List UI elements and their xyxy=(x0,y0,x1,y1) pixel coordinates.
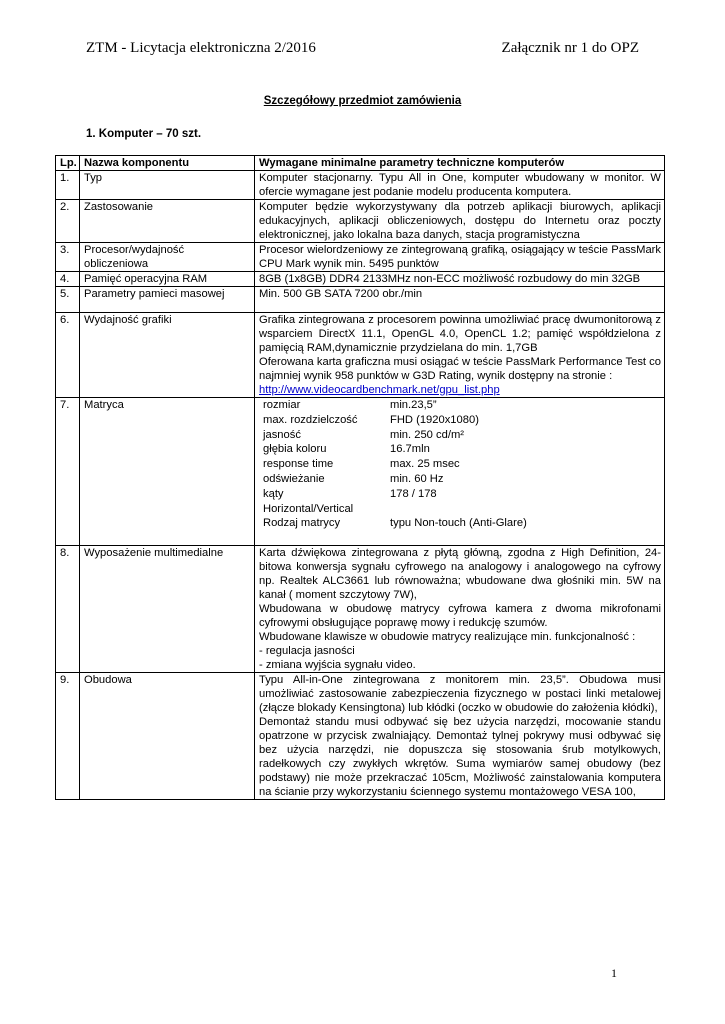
spec-paragraph: Wbudowane klawisze w obudowie matrycy realizujące min. funkcjonalność : xyxy=(259,631,636,643)
spec-paragraph: Demontaż standu musi odbywać się bez użycia narzędzi, mocowanie standu opatrzone w przycisk zwalniający. Demontaż tylnej pokrywy musi odbywać się bez użycia narzędzi, nie dopuszcza się stosowania śrub motylkowych, radełkowych czy zwykłych wkrętów. Suma wymiarów samej obudowy (bez podstawy) nie może przekraczać 105cm, Możliwość zainstalowania komputera na ścianie przy wykorzystaniu ściennego systemu montażowego VESA 100, xyxy=(259,716,661,798)
table-row xyxy=(56,243,665,272)
spec-paragraph: Oferowana karta graficzna musi osiągać w teście PassMark Performance Test co najmniej wynik 958 punktów w G3D Rating, wynik dostępny na stronie : xyxy=(259,356,661,382)
spec-paragraph: - regulacja jasności xyxy=(259,645,355,657)
component-spec: Min. 500 GB SATA 7200 obr./min xyxy=(255,287,665,313)
display-specs xyxy=(263,398,661,530)
row-number: 4. xyxy=(56,272,80,287)
document-title: Szczegółowy przedmiot zamówienia xyxy=(263,95,462,107)
spec-value: min.23,5” xyxy=(390,399,437,411)
spec-value: 178 / 178 xyxy=(390,487,437,500)
spec-value xyxy=(390,502,661,516)
row-number: 1. xyxy=(56,171,80,200)
row-number: 6. xyxy=(56,313,80,398)
row-number: 9. xyxy=(56,673,80,800)
spec-key: rozmiar xyxy=(263,399,301,411)
row-number: 8. xyxy=(56,546,80,673)
spec-paragraph: Karta dźwiękowa zintegrowana z płytą główną, zgodna z High Definition, 24-bitowa konwersja sygnału cyfrowego na analogowy i analogowego na cyfrowy np. Realtek ALC3661 lub równoważna; wbudowane dwa głośniki min. 5W na kanał ( moment szczytowy 7W), xyxy=(259,547,661,601)
component-spec xyxy=(255,313,665,398)
component-name: Procesor/wydajność obliczeniowa xyxy=(80,243,255,272)
component-spec xyxy=(255,546,665,673)
row-number: 2. xyxy=(56,200,80,243)
spec-key: Horizontal/Vertical xyxy=(263,502,354,515)
spec-value: typu Non-touch (Anti-Glare) xyxy=(390,516,527,529)
spec-table xyxy=(55,155,665,800)
component-spec: Komputer będzie wykorzystywany dla potrzeb aplikacji biurowych, aplikacji edukacyjnych, aplikacji obliczeniowych, dostępu do Internetu oraz poczty elektronicznej, jako lokalna baza danych, stacja programistyczna xyxy=(255,200,665,243)
spec-paragraph: Typu All-in-One zintegrowana z monitorem min. 23,5”. Obudowa musi umożliwiać zastosowanie zabezpieczenia fizycznego w postaci linki metalowej (złącze blokady Kensingtona) lub kłódki (oczko w obudowie do założenia kłódki), xyxy=(259,674,661,714)
header-name: Nazwa komponentu xyxy=(80,156,255,171)
table-header-row xyxy=(56,156,665,171)
table-row xyxy=(56,398,665,546)
component-spec: 8GB (1x8GB) DDR4 2133MHz non-ECC możliwość rozbudowy do min 32GB xyxy=(255,272,665,287)
component-name: Pamięć operacyjna RAM xyxy=(80,272,255,287)
component-name: Wydajność grafiki xyxy=(80,313,255,398)
table-row xyxy=(56,200,665,243)
component-spec: Procesor wielordzeniowy ze zintegrowaną grafiką, osiągający w teście PassMark CPU Mark wynik min. 5495 punktów xyxy=(255,243,665,272)
spec-key: odświeżanie xyxy=(263,472,325,485)
table-row xyxy=(56,546,665,673)
benchmark-link[interactable]: http://www.videocardbenchmark.net/gpu_list.php xyxy=(259,384,500,396)
spec-value: 16.7mln xyxy=(390,443,430,456)
page-number: 1 xyxy=(611,966,617,980)
component-name: Obudowa xyxy=(80,673,255,800)
section-heading: 1. Komputer – 70 szt. xyxy=(86,128,202,140)
spec-key: Rodzaj matrycy xyxy=(263,516,341,529)
spec-paragraph: Wbudowana w obudowę matrycy cyfrowa kamera z dwoma mikrofonami cyfrowymi obsługujące poprawę mowy i redukcję szumów. xyxy=(259,603,661,629)
spec-key: kąty xyxy=(263,487,284,500)
spec-value: max. 25 msec xyxy=(390,458,460,471)
page-header xyxy=(86,40,639,57)
table-row xyxy=(56,272,665,287)
table-row xyxy=(56,171,665,200)
spec-value: FHD (1920x1080) xyxy=(390,413,479,426)
table-row xyxy=(56,313,665,398)
header-lp: Lp. xyxy=(56,156,80,171)
table-row xyxy=(56,673,665,800)
row-number: 5. xyxy=(56,287,80,313)
component-name: Zastosowanie xyxy=(80,200,255,243)
row-number: 3. xyxy=(56,243,80,272)
spec-key: głębia koloru xyxy=(263,443,327,456)
spec-key: jasność xyxy=(263,428,301,441)
component-name: Wyposażenie multimedialne xyxy=(80,546,255,673)
component-name: Parametry pamieci masowej xyxy=(80,287,255,313)
component-spec xyxy=(255,673,665,800)
component-name: Typ xyxy=(80,171,255,200)
spec-value: min. 250 cd/m² xyxy=(390,428,464,441)
spec-key: max. rozdzielczość xyxy=(263,413,358,426)
spec-key: response time xyxy=(263,458,334,471)
header-params: Wymagane minimalne parametry techniczne komputerów xyxy=(255,156,665,171)
component-name: Matryca xyxy=(80,398,255,546)
spec-value: min. 60 Hz xyxy=(390,472,444,485)
component-spec: Komputer stacjonarny. Typu All in One, komputer wbudowany w monitor. W ofercie wymagane jest podanie modelu producenta komputera. xyxy=(255,171,665,200)
row-number: 7. xyxy=(56,398,80,546)
spec-paragraph: - zmiana wyjścia sygnału video. xyxy=(259,659,416,671)
header-right: Załącznik nr 1 do OPZ xyxy=(501,40,639,56)
table-row xyxy=(56,287,665,313)
spec-paragraph: Grafika zintegrowana z procesorem powinna umożliwiać pracę dwumonitorową z wsparciem DirectX 11.1, OpenGL 4.0, OpenCL 1.2; pamięć współdzielona z pamięcią RAM,dynamicznie przydzielana do min. 1,7GB xyxy=(259,314,661,354)
header-left: ZTM - Licytacja elektroniczna 2/2016 xyxy=(86,40,316,56)
component-spec xyxy=(255,398,665,546)
